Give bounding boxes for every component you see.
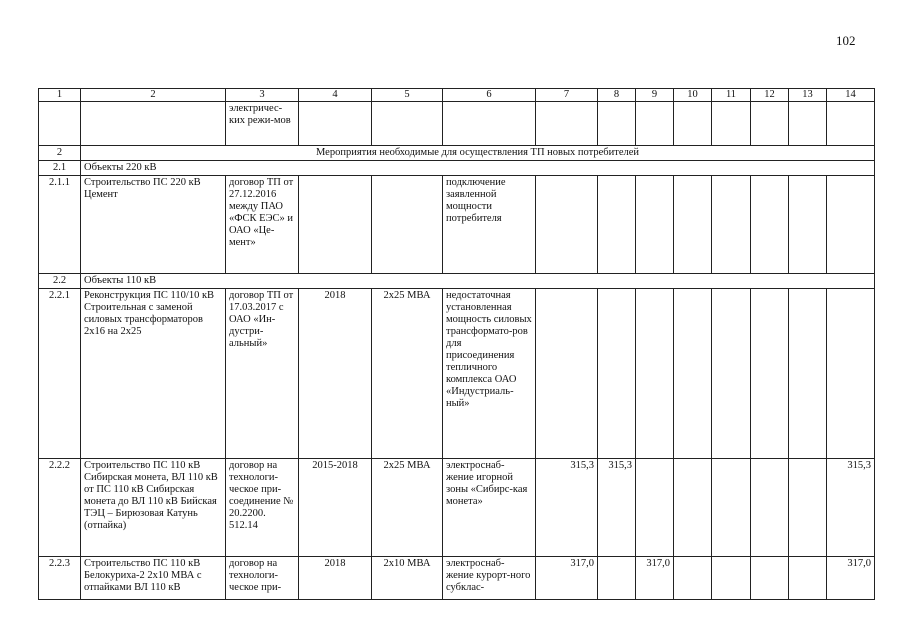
basis-cell: договор на технологи-ческое при-соединение № 20.2200. 512.14 [226, 459, 299, 557]
object-name: Реконструкция ПС 110/10 кВ Строительная с заменой силовых трансформаторов 2х16 на 2х25 [81, 289, 226, 459]
value-cell: 315,3 [598, 459, 636, 557]
table-row [39, 176, 875, 274]
section-number: 2 [39, 146, 81, 161]
value-cell: 317,0 [827, 557, 875, 600]
header-cell: 9 [636, 89, 674, 102]
row-number: 2.2.1 [39, 289, 81, 459]
header-cell: 7 [536, 89, 598, 102]
object-name: Строительство ПС 220 кВ Цемент [81, 176, 226, 274]
value-cell: 317,0 [536, 557, 598, 600]
subsection-row [39, 161, 875, 176]
row-number: 2.2.2 [39, 459, 81, 557]
year-cell: 2018 [299, 289, 372, 459]
value-cell: 317,0 [636, 557, 674, 600]
header-cell: 6 [443, 89, 536, 102]
table-row [39, 459, 875, 557]
page-number: 102 [836, 33, 856, 48]
header-cell: 13 [789, 89, 827, 102]
row-number: 2.1.1 [39, 176, 81, 274]
power-cell: 2х25 МВА [372, 459, 443, 557]
subsection-number: 2.2 [39, 274, 81, 289]
header-cell: 5 [372, 89, 443, 102]
section-row [39, 146, 875, 161]
year-cell [299, 176, 372, 274]
investment-table [38, 88, 875, 600]
value-cell: 315,3 [827, 459, 875, 557]
subsection-number: 2.1 [39, 161, 81, 176]
row-number: 2.2.3 [39, 557, 81, 600]
header-cell: 1 [39, 89, 81, 102]
power-cell: 2х25 МВА [372, 289, 443, 459]
header-cell: 10 [674, 89, 712, 102]
subsection-title: Объекты 220 кВ [81, 161, 875, 176]
value-cell: 315,3 [536, 459, 598, 557]
purpose-cell: электроснаб-жение игорной зоны «Сибирс-кая монета» [443, 459, 536, 557]
header-cell: 8 [598, 89, 636, 102]
subsection-row [39, 274, 875, 289]
purpose-cell: электроснаб-жение курорт-ного субклас- [443, 557, 536, 600]
object-name: Строительство ПС 110 кВ Сибирская монета, ВЛ 110 кВ от ПС 110 кВ Сибирская монета до ВЛ 110 кВ Бийская ТЭЦ – Бирюзовая Катунь (отпайка) [81, 459, 226, 557]
purpose-cell: подключение заявленной мощности потребителя [443, 176, 536, 274]
column-number-row [39, 89, 875, 102]
object-name: Строительство ПС 110 кВ Белокуриха-2 2х10 МВА с отпайками ВЛ 110 кВ [81, 557, 226, 600]
year-cell: 2015-2018 [299, 459, 372, 557]
header-cell: 12 [751, 89, 789, 102]
subsection-title: Объекты 110 кВ [81, 274, 875, 289]
header-cell: 3 [226, 89, 299, 102]
header-cell: 11 [712, 89, 751, 102]
header-cell: 4 [299, 89, 372, 102]
year-cell: 2018 [299, 557, 372, 600]
basis-cell: договор на технологи-ческое при- [226, 557, 299, 600]
power-cell: 2х10 МВА [372, 557, 443, 600]
basis-cell: электричес-ких режи-мов [226, 102, 299, 146]
basis-cell: договор ТП от 17.03.2017 с ОАО «Ин-дустри-альный» [226, 289, 299, 459]
purpose-cell: недостаточная установленная мощность силовых трансформато-ров для присоединения тепличного комплекса ОАО «Индустриаль-ный» [443, 289, 536, 459]
table-row [39, 557, 875, 600]
table-row [39, 289, 875, 459]
header-cell: 2 [81, 89, 226, 102]
basis-cell: договор ТП от 27.12.2016 между ПАО «ФСК ЕЭС» и ОАО «Це-мент» [226, 176, 299, 274]
header-cell: 14 [827, 89, 875, 102]
section-title: Мероприятия необходимые для осуществления ТП новых потребителей [81, 146, 875, 161]
power-cell [372, 176, 443, 274]
table-row [39, 102, 875, 146]
